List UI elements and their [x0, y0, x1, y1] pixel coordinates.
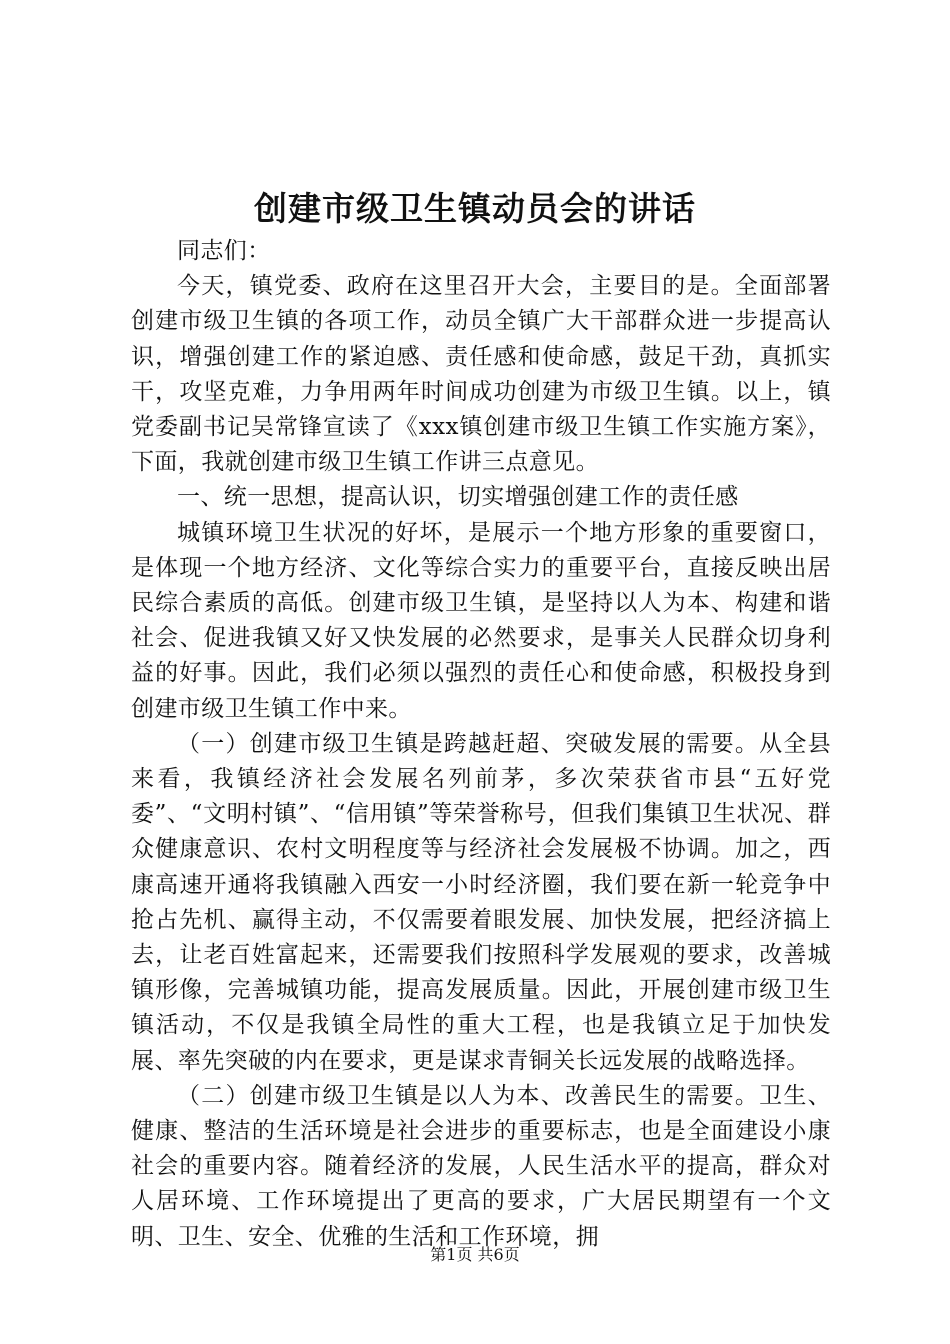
subsection-paragraph-1: （一）创建市级卫生镇是跨越赶超、突破发展的需要。从全县来看，我镇经济社会发展名列前茅，多次荣获省市县“五好党委”、“文明村镇”、“信用镇”等荣誉称号，但我们集镇卫生状况、群众健康意识、农村文明程度等与经济社会发展极不协调。加之，西康高速开通将我镇融入西安一小时经济圈，我们要在新一轮竞争中抢占先机、赢得主动，不仅需要着眼发展、加快发展，把经济搞上去，让老百姓富起来，还需要我们按照科学发展观的要求，改善城镇形像，完善城镇功能，提高发展质量。因此，开展创建市级卫生镇活动，不仅是我镇全局性的重大工程，也是我镇立足于加快发展、率先突破的内在要求，更是谋求青铜关长远发展的战略选择。 — [131, 730, 831, 1074]
page-number-footer: 第1页 共6页 — [430, 1245, 520, 1264]
subsection-paragraph-2: （二）创建市级卫生镇是以人为本、改善民生的需要。卫生、健康、整洁的生活环境是社会进步的重要标志，也是全面建设小康社会的重要内容。随着经济的发展，人民生活水平的提高，群众对人居环境、工作环境提出了更高的要求，广大居民期望有一个文明、卫生、安全、优雅的生活和工作环境，拥 — [131, 1082, 831, 1250]
section-heading: 一、统一思想，提高认识，切实增强创建工作的责任感 — [177, 484, 739, 511]
document-body — [131, 234, 831, 1255]
document-title: 创建市级卫生镇动员会的讲话 — [254, 189, 696, 228]
salutation-paragraph: 同志们： — [177, 238, 271, 264]
body-paragraph: 城镇环境卫生状况的好坏，是展示一个地方形象的重要窗口，是体现一个地方经济、文化等综合实力的重要平台，直接反映出居民综合素质的高低。创建市级卫生镇，是坚持以人为本、构建和谐社会、促进我镇又好又快发展的必然要求，是事关人民群众切身利益的好事。因此，我们必须以强烈的责任心和使命感，积极投身到创建市级卫生镇工作中来。 — [131, 519, 831, 722]
intro-paragraph: 今天，镇党委、政府在这里召开大会，主要目的是。全面部署创建市级卫生镇的各项工作，动员全镇广大干部群众进一步提高认识，增强创建工作的紧迫感、责任感和使命感，鼓足干劲，真抓实干，攻坚克难，力争用两年时间成功创建为市级卫生镇。以上，镇党委副书记吴常锋宣读了《xxx镇创建市级卫生镇工作实施方案》，下面，我就创建市级卫生镇工作讲三点意见。 — [131, 273, 831, 476]
